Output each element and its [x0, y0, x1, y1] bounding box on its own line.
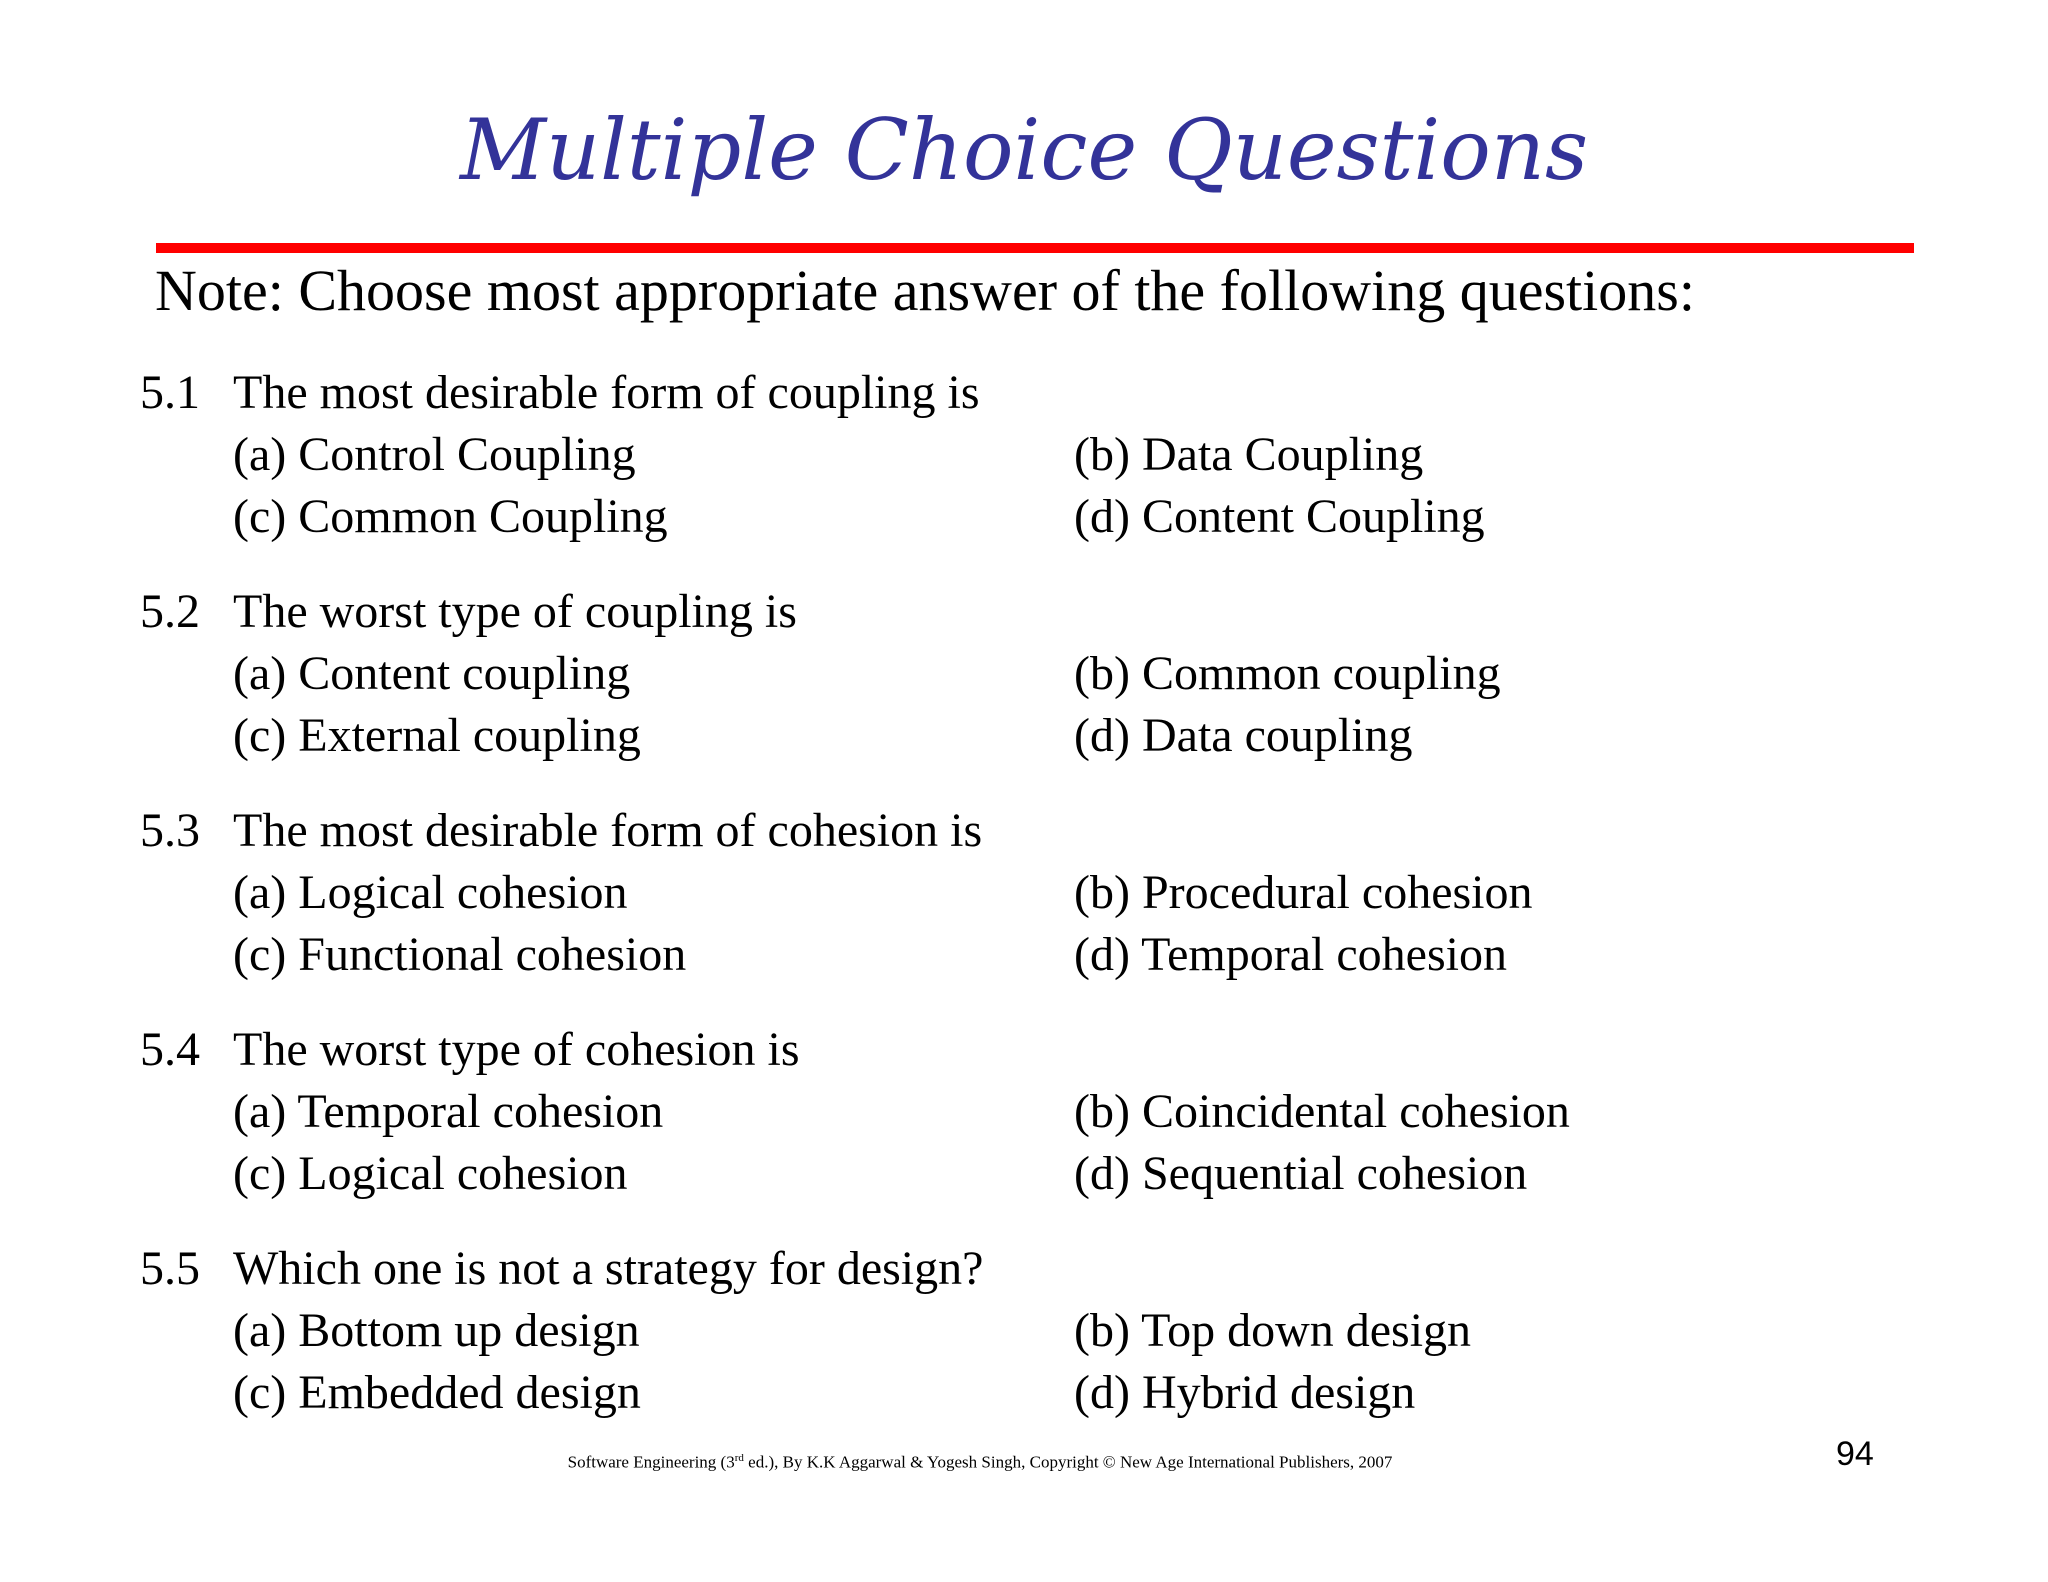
question-number: 5.5 [140, 1242, 200, 1295]
question-number: 5.4 [140, 1023, 200, 1076]
question-5-1 [140, 362, 1940, 548]
option-b: (b) Top down design [1074, 1304, 1472, 1357]
option-c: (c) External coupling [233, 709, 641, 762]
option-row [140, 643, 1940, 705]
question-text: The worst type of coupling is [233, 585, 797, 638]
option-row [140, 1081, 1940, 1143]
instruction-note: Note: Choose most appropriate answer of the following questions: [155, 258, 1695, 323]
option-row [140, 705, 1940, 767]
option-row [140, 1362, 1940, 1424]
option-row [140, 924, 1940, 986]
option-a: (a) Temporal cohesion [233, 1085, 664, 1138]
option-row [140, 424, 1940, 486]
question-number: 5.3 [140, 804, 200, 857]
question-5-4 [140, 1019, 1940, 1205]
question-stem [140, 1238, 1940, 1300]
option-d: (d) Hybrid design [1074, 1366, 1416, 1419]
question-list [140, 362, 1940, 1457]
option-row [140, 486, 1940, 548]
question-number: 5.1 [140, 366, 200, 419]
question-text: The most desirable form of cohesion is [233, 804, 983, 857]
option-row [140, 1143, 1940, 1205]
question-number: 5.2 [140, 585, 200, 638]
question-stem [140, 800, 1940, 862]
footer-citation [0, 1445, 1960, 1476]
option-b: (b) Data Coupling [1074, 428, 1424, 481]
question-text: The most desirable form of coupling is [233, 366, 980, 419]
footer-suffix: ed.), By K.K Aggarwal & Yogesh Singh, Copyright © New Age International Publishers, 2007 [743, 1452, 1393, 1472]
page-number: 94 [1836, 1435, 1874, 1473]
title-underline [156, 243, 1914, 253]
option-a: (a) Bottom up design [233, 1304, 640, 1357]
option-d: (d) Sequential cohesion [1074, 1147, 1528, 1200]
slide-title: Multiple Choice Questions [459, 101, 1589, 199]
option-d: (d) Content Coupling [1074, 490, 1485, 543]
option-row [140, 862, 1940, 924]
option-a: (a) Logical cohesion [233, 866, 628, 919]
option-c: (c) Embedded design [233, 1366, 641, 1419]
option-c: (c) Logical cohesion [233, 1147, 628, 1200]
question-text: Which one is not a strategy for design? [233, 1242, 984, 1295]
question-5-3 [140, 800, 1940, 986]
option-c: (c) Functional cohesion [233, 928, 687, 981]
question-stem [140, 1019, 1940, 1081]
option-b: (b) Procedural cohesion [1074, 866, 1533, 919]
footer-prefix: Software Engineering (3 [567, 1452, 735, 1472]
question-stem [140, 362, 1940, 424]
option-a: (a) Control Coupling [233, 428, 636, 481]
option-d: (d) Data coupling [1074, 709, 1413, 762]
option-c: (c) Common Coupling [233, 490, 668, 543]
question-5-2 [140, 581, 1940, 767]
option-b: (b) Common coupling [1074, 647, 1501, 700]
question-stem [140, 581, 1940, 643]
footer-superscript: rd [734, 1452, 744, 1464]
question-text: The worst type of cohesion is [233, 1023, 800, 1076]
option-a: (a) Content coupling [233, 647, 631, 700]
option-d: (d) Temporal cohesion [1074, 928, 1507, 981]
question-5-5 [140, 1238, 1940, 1424]
option-row [140, 1300, 1940, 1362]
option-b: (b) Coincidental cohesion [1074, 1085, 1570, 1138]
